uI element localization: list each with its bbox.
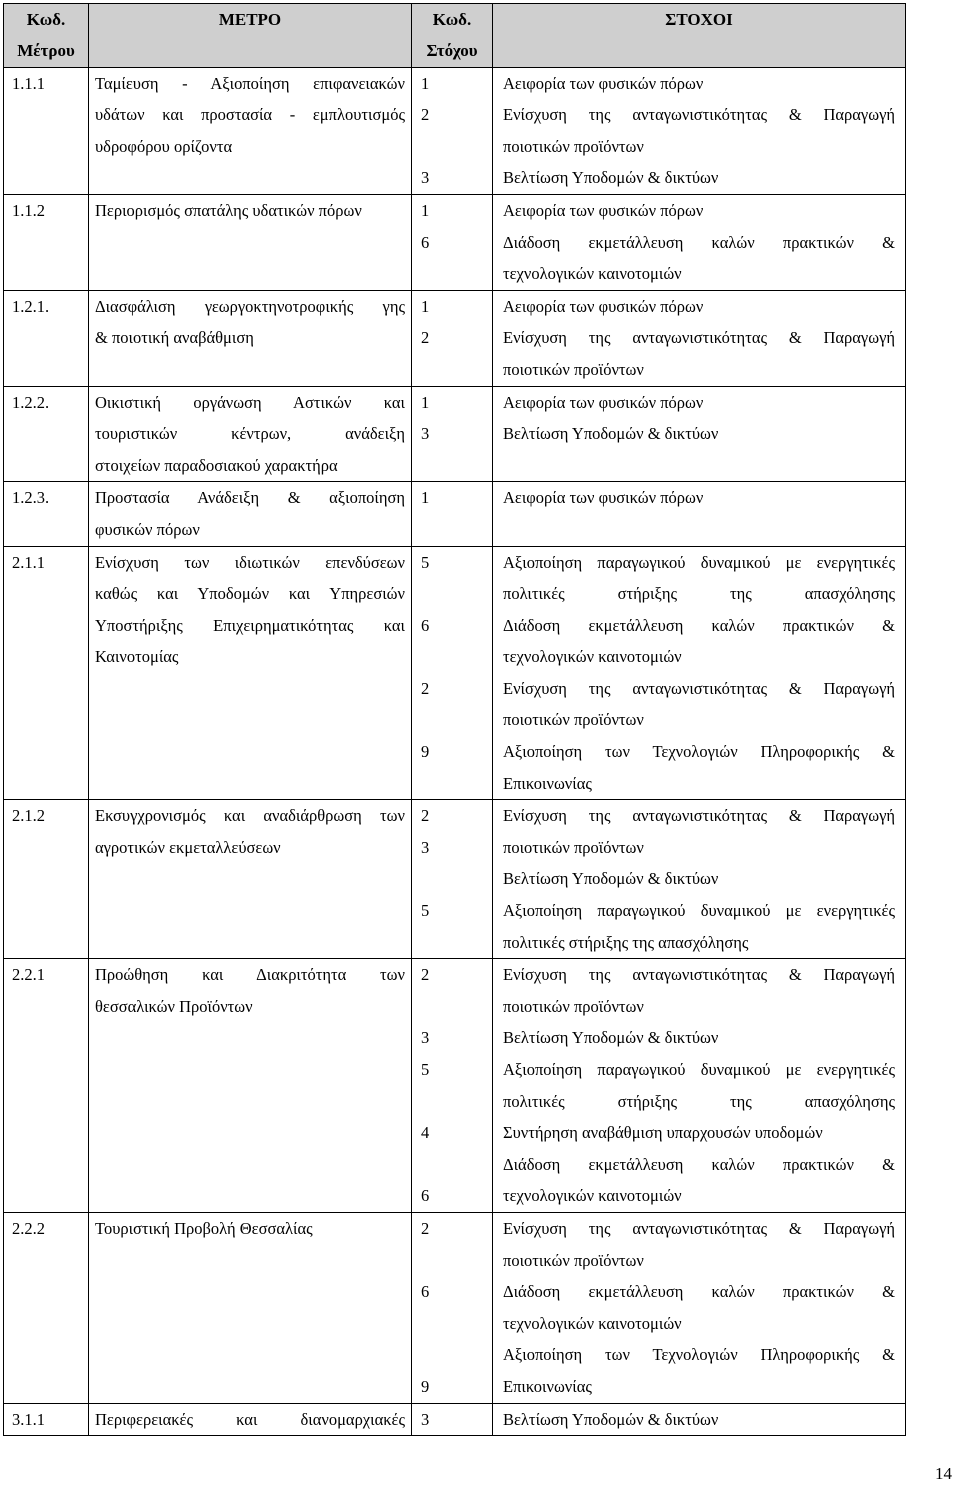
table-row bbox=[4, 194, 906, 290]
goal-text-line: Αξιοποίηση παραγωγικού δυναμικού με ενεργητικές bbox=[503, 552, 895, 572]
measure-cell bbox=[89, 386, 412, 482]
goals-cell bbox=[493, 1212, 906, 1403]
goal-text-line: Διάδοση εκμετάλλευση καλών πρακτικών & bbox=[503, 1154, 895, 1174]
goal-text-line: Συντήρηση αναβάθμιση υπαρχουσών υποδομών bbox=[503, 1123, 823, 1143]
measure-code: 3.1.1 bbox=[12, 1409, 45, 1429]
measure-text-line bbox=[89, 863, 411, 895]
goal-code bbox=[412, 768, 492, 800]
goal-code bbox=[412, 514, 492, 546]
header-goal-code bbox=[412, 4, 493, 68]
goal-code bbox=[412, 131, 492, 163]
measure-code-cell bbox=[4, 386, 89, 482]
measure-text-line: καθώς και Υποδομών και Υπηρεσιών bbox=[95, 584, 405, 604]
goal-text-line: ποιοτικών προϊόντων bbox=[503, 710, 644, 730]
goal-text-line: τεχνολογικών καινοτομιών bbox=[503, 647, 682, 667]
header-goal-code-line2: Στόχου bbox=[426, 41, 478, 61]
goal-text-line: Αειφορία των φυσικών πόρων bbox=[503, 296, 704, 316]
header-goals bbox=[493, 4, 906, 68]
goals-cell bbox=[493, 290, 906, 386]
goal-text-line: Ενίσχυση της ανταγωνιστικότητας & Παραγωγή bbox=[503, 105, 895, 125]
goal-code-cell bbox=[412, 290, 493, 386]
measure-cell bbox=[89, 1212, 412, 1403]
goal-code: 2 bbox=[421, 965, 430, 985]
goal-text-line: Βελτίωση Υποδομών & δικτύων bbox=[503, 168, 719, 188]
goal-text-line: Ενίσχυση της ανταγωνιστικότητας & Παραγωγή bbox=[503, 965, 895, 985]
goal-text-line: Βελτίωση Υποδομών & δικτύων bbox=[503, 1028, 719, 1048]
goals-cell bbox=[493, 194, 906, 290]
measure-text-line: Καινοτομίας bbox=[95, 647, 179, 667]
goal-code: 1 bbox=[421, 392, 430, 412]
goal-code: 4 bbox=[421, 1123, 430, 1143]
table-header bbox=[4, 4, 906, 68]
measure-cell bbox=[89, 800, 412, 959]
goal-code: 6 bbox=[421, 615, 430, 635]
goal-code-cell bbox=[412, 959, 493, 1213]
goal-text-line: Αειφορία των φυσικών πόρων bbox=[503, 73, 704, 93]
goal-code: 9 bbox=[421, 742, 430, 762]
goals-cell bbox=[493, 800, 906, 959]
measure-code-cell bbox=[4, 959, 89, 1213]
measure-cell bbox=[89, 959, 412, 1213]
goal-code bbox=[412, 354, 492, 386]
goal-code: 2 bbox=[421, 806, 430, 826]
measure-code-cell bbox=[4, 800, 89, 959]
goal-code-cell bbox=[412, 194, 493, 290]
goal-code-cell bbox=[412, 67, 493, 194]
measure-text-line: φυσικών πόρων bbox=[95, 519, 200, 539]
goal-text-line: Ενίσχυση της ανταγωνιστικότητας & Παραγωγή bbox=[503, 328, 895, 348]
header-measure-label: ΜΕΤΡΟ bbox=[218, 10, 282, 29]
table-row bbox=[4, 1403, 906, 1436]
goals-cell bbox=[493, 1403, 906, 1436]
measure-text-line: Προστασία Ανάδειξη & αξιοποίηση bbox=[95, 488, 405, 508]
measure-code-cell bbox=[4, 194, 89, 290]
measure-text-line bbox=[89, 736, 411, 768]
goal-code: 2 bbox=[421, 1218, 430, 1238]
goal-text-line bbox=[493, 450, 905, 482]
measure-code: 2.2.1 bbox=[12, 965, 45, 985]
measure-text-line bbox=[89, 1371, 411, 1403]
goal-text-line: πολιτικές στήριξης της απασχόλησης bbox=[503, 932, 749, 952]
goal-code: 3 bbox=[421, 1409, 430, 1429]
measure-text-line: Περιορισμός σπατάλης υδατικών πόρων bbox=[95, 200, 362, 220]
goal-text-line: Διάδοση εκμετάλλευση καλών πρακτικών & bbox=[503, 1282, 895, 1302]
goal-text-line: Επικοινωνίας bbox=[503, 1376, 592, 1396]
measure-text-line bbox=[89, 704, 411, 736]
goal-text-line: Αειφορία των φυσικών πόρων bbox=[503, 200, 704, 220]
goal-code: 3 bbox=[421, 424, 430, 444]
header-measure bbox=[89, 4, 412, 68]
goal-text-line: ποιοτικών προϊόντων bbox=[503, 837, 644, 857]
measure-text-line: Υποστήριξης Επιχειρηματικότητας και bbox=[95, 615, 405, 635]
goal-code: 1 bbox=[421, 488, 430, 508]
goal-code-cell bbox=[412, 482, 493, 546]
measure-text-line bbox=[89, 1149, 411, 1181]
measure-code: 1.2.3. bbox=[12, 488, 50, 508]
header-measure-code bbox=[4, 4, 89, 68]
goal-text-line: Ενίσχυση της ανταγωνιστικότητας & Παραγωγή bbox=[503, 678, 895, 698]
measure-text-line bbox=[89, 1276, 411, 1308]
goals-cell bbox=[493, 482, 906, 546]
goal-code bbox=[412, 1245, 492, 1277]
measure-text-line: τουριστικών κέντρων, ανάδειξη bbox=[95, 424, 405, 444]
measure-cell bbox=[89, 1403, 412, 1436]
goal-code bbox=[412, 704, 492, 736]
goal-code: 1 bbox=[421, 296, 430, 316]
goal-text-line: Αειφορία των φυσικών πόρων bbox=[503, 488, 704, 508]
measure-text-line bbox=[89, 1339, 411, 1371]
goal-text-line: Αξιοποίηση των Τεχνολογιών Πληροφορικής & bbox=[503, 742, 895, 762]
goal-code: 3 bbox=[421, 1028, 430, 1048]
goal-text-line: Βελτίωση Υποδομών & δικτύων bbox=[503, 424, 719, 444]
measure-text-line: υδάτων και προστασία - εμπλουτισμός bbox=[95, 105, 405, 125]
measure-code-cell bbox=[4, 1212, 89, 1403]
measure-text-line: Οικιστική οργάνωση Αστικών και bbox=[95, 392, 405, 412]
measure-text-line: στοιχείων παραδοσιακού χαρακτήρα bbox=[95, 455, 338, 475]
table-row bbox=[4, 546, 906, 800]
goal-text-line: Αειφορία των φυσικών πόρων bbox=[503, 392, 704, 412]
header-code-line2: Μέτρου bbox=[17, 41, 75, 61]
measure-text-line: Ενίσχυση των ιδιωτικών επενδύσεων bbox=[95, 552, 405, 572]
measure-text-line bbox=[89, 1180, 411, 1212]
table-row bbox=[4, 482, 906, 546]
measure-text-line: Περιφερειακές και διανομαρχιακές bbox=[95, 1409, 405, 1429]
measure-text-line bbox=[89, 895, 411, 927]
measure-cell bbox=[89, 482, 412, 546]
goal-code bbox=[412, 1339, 492, 1371]
header-goals-label: ΣΤΟΧΟΙ bbox=[665, 10, 733, 29]
goal-text-line: Επικοινωνίας bbox=[503, 773, 592, 793]
measure-code: 1.2.1. bbox=[12, 296, 50, 316]
table-row bbox=[4, 800, 906, 959]
goal-text-line: ποιοτικών προϊόντων bbox=[503, 996, 644, 1016]
table-row bbox=[4, 1212, 906, 1403]
table-row bbox=[4, 67, 906, 194]
goal-text-line: Αξιοποίηση παραγωγικού δυναμικού με ενεργητικές bbox=[503, 1060, 895, 1079]
measure-cell bbox=[89, 67, 412, 194]
measure-text-line: υδροφόρου ορίζοντα bbox=[95, 136, 233, 156]
goal-text-line: Βελτίωση Υποδομών & δικτύων bbox=[503, 1409, 719, 1429]
measure-cell bbox=[89, 546, 412, 800]
table-row bbox=[4, 386, 906, 482]
measure-text-line bbox=[89, 673, 411, 705]
goal-code-cell bbox=[412, 1403, 493, 1436]
goal-code: 6 bbox=[421, 1186, 430, 1206]
goal-code: 1 bbox=[421, 200, 430, 220]
measure-text-line: Εκσυγχρονισμός και αναδιάρθρωση των bbox=[95, 806, 405, 826]
measure-text-line bbox=[89, 1054, 411, 1086]
measure-text-line: θεσσαλικών Προϊόντων bbox=[95, 996, 253, 1016]
measure-cell bbox=[89, 194, 412, 290]
measure-text-line bbox=[89, 1117, 411, 1149]
measure-code-cell bbox=[4, 1403, 89, 1436]
goals-cell bbox=[493, 386, 906, 482]
goal-code-cell bbox=[412, 546, 493, 800]
measure-text-line bbox=[89, 927, 411, 959]
goal-code bbox=[412, 1086, 492, 1118]
table-row bbox=[4, 959, 906, 1213]
goal-code: 6 bbox=[421, 232, 430, 252]
goal-code: 2 bbox=[421, 328, 430, 348]
goal-text-line: Αξιοποίηση των Τεχνολογιών Πληροφορικής & bbox=[503, 1345, 895, 1365]
header-code-line1: Κωδ. bbox=[26, 10, 66, 29]
header-goal-code-line1: Κωδ. bbox=[432, 10, 472, 29]
goal-text-line: Αξιοποίηση παραγωγικού δυναμικού με ενεργητικές bbox=[503, 901, 895, 921]
goal-code bbox=[412, 1149, 492, 1181]
goal-text-line: τεχνολογικών καινοτομιών bbox=[503, 1186, 682, 1206]
goal-text-line: τεχνολογικών καινοτομιών bbox=[503, 1313, 682, 1333]
measure-code-cell bbox=[4, 482, 89, 546]
measure-code-cell bbox=[4, 67, 89, 194]
goal-code: 3 bbox=[421, 837, 430, 857]
goals-cell bbox=[493, 546, 906, 800]
measure-code: 2.1.2 bbox=[12, 806, 45, 826]
goal-code: 2 bbox=[421, 678, 430, 698]
goal-code-cell bbox=[412, 386, 493, 482]
measure-text-line: Ταμίευση - Αξιοποίηση επιφανειακών bbox=[95, 73, 405, 93]
measure-text-line bbox=[89, 1086, 411, 1118]
measure-text-line: & ποιοτική αναβάθμιση bbox=[95, 328, 254, 348]
goal-code: 5 bbox=[421, 552, 430, 572]
goal-code: 2 bbox=[421, 105, 430, 125]
goal-code bbox=[412, 258, 492, 290]
measure-text-line bbox=[89, 1022, 411, 1054]
goals-cell bbox=[493, 67, 906, 194]
goal-text-line: τεχνολογικών καινοτομιών bbox=[503, 264, 682, 284]
goal-code-cell bbox=[412, 1212, 493, 1403]
goal-code: 3 bbox=[421, 168, 430, 188]
goal-code: 5 bbox=[421, 1060, 430, 1079]
measure-code-cell bbox=[4, 290, 89, 386]
goal-code: 9 bbox=[421, 1376, 430, 1396]
goal-text-line: Ενίσχυση της ανταγωνιστικότητας & Παραγωγή bbox=[503, 806, 895, 826]
measure-code-cell bbox=[4, 546, 89, 800]
goal-code bbox=[412, 1308, 492, 1340]
measure-code: 2.2.2 bbox=[12, 1218, 45, 1238]
goal-code bbox=[412, 578, 492, 610]
goal-code: 1 bbox=[421, 73, 430, 93]
goal-text-line: ποιοτικών προϊόντων bbox=[503, 136, 644, 156]
goal-text-line bbox=[493, 514, 905, 546]
goal-code bbox=[412, 863, 492, 895]
measure-text-line bbox=[89, 1245, 411, 1277]
measure-text-line: Διασφάλιση γεωργοκτηνοτροφικής γης bbox=[95, 296, 405, 316]
measure-text-line: Προώθηση και Διακριτότητα των bbox=[95, 965, 405, 985]
goal-text-line: ποιοτικών προϊόντων bbox=[503, 1250, 644, 1270]
measure-text-line: αγροτικών εκμεταλλεύσεων bbox=[95, 837, 281, 857]
measure-code: 1.1.2 bbox=[12, 200, 45, 220]
goal-code bbox=[412, 927, 492, 959]
goal-code: 6 bbox=[421, 1282, 430, 1302]
measure-text-line bbox=[89, 1308, 411, 1340]
goals-cell bbox=[493, 959, 906, 1213]
goal-code bbox=[412, 641, 492, 673]
goal-code bbox=[412, 450, 492, 482]
goal-text-line: Βελτίωση Υποδομών & δικτύων bbox=[503, 869, 719, 889]
goal-code bbox=[412, 991, 492, 1023]
measure-text-line bbox=[89, 768, 411, 800]
goal-code-cell bbox=[412, 800, 493, 959]
measure-cell bbox=[89, 290, 412, 386]
goal-text-line: πολιτικές στήριξης της απασχόλησης bbox=[503, 1091, 895, 1111]
table-body bbox=[4, 67, 906, 1436]
measure-text-line: Τουριστική Προβολή Θεσσαλίας bbox=[95, 1218, 313, 1238]
measure-code: 1.1.1 bbox=[12, 73, 45, 93]
goal-text-line: Ενίσχυση της ανταγωνιστικότητας & Παραγωγή bbox=[503, 1218, 895, 1238]
goal-text-line: Διάδοση εκμετάλλευση καλών πρακτικών & bbox=[503, 615, 895, 635]
goal-text-line: πολιτικές στήριξης της απασχόλησης bbox=[503, 584, 895, 604]
goal-text-line: Διάδοση εκμετάλλευση καλών πρακτικών & bbox=[503, 232, 895, 252]
measure-code: 1.2.2. bbox=[12, 392, 50, 412]
table-row bbox=[4, 290, 906, 386]
page-number: 14 bbox=[935, 1464, 952, 1483]
measure-code: 2.1.1 bbox=[12, 552, 45, 572]
goal-code: 5 bbox=[421, 901, 430, 921]
goal-text-line: ποιοτικών προϊόντων bbox=[503, 359, 644, 379]
measures-goals-table bbox=[3, 3, 906, 1436]
